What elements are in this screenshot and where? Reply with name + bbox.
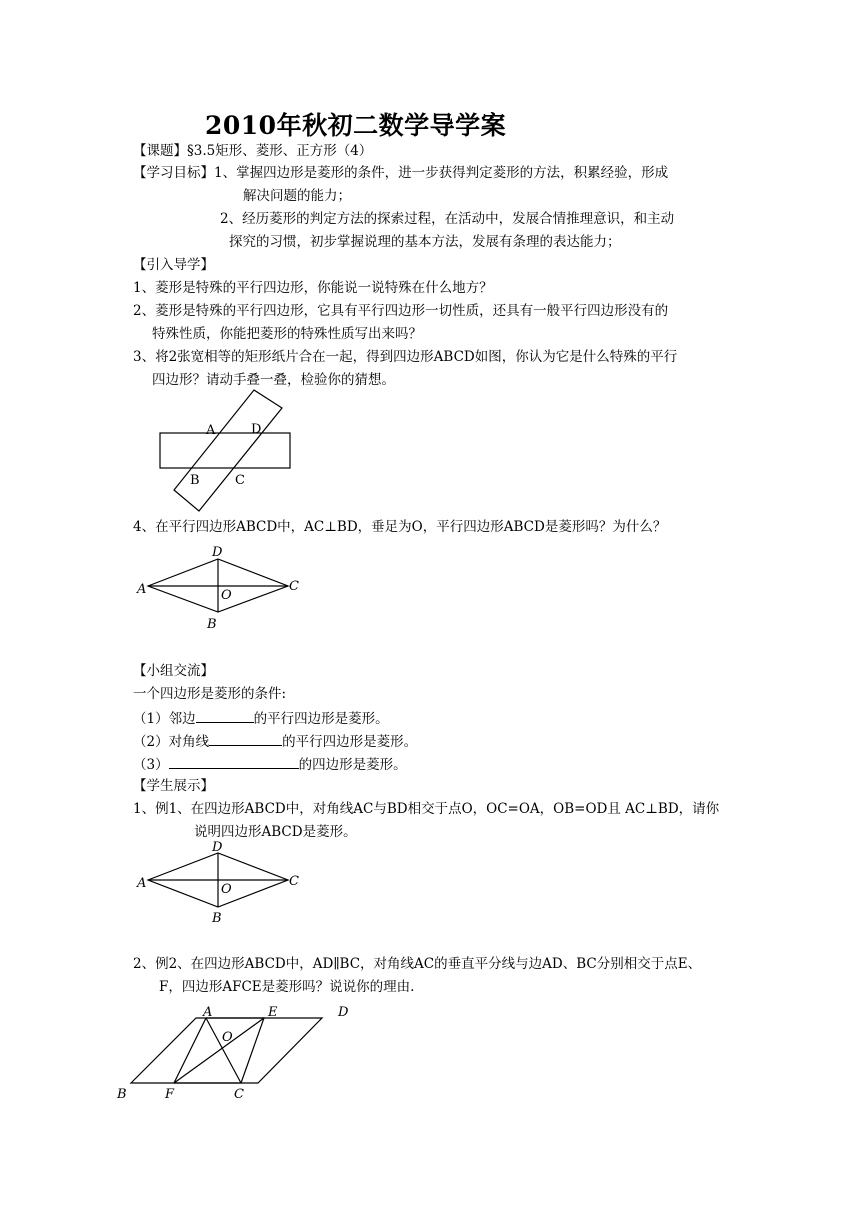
- fig4-label-d: D: [338, 1005, 349, 1020]
- goal-2a: 2、经历菱形的判定方法的探索过程，在活动中，发展合情推理意识，和主动: [220, 211, 675, 227]
- fig2-label-d: D: [212, 545, 223, 560]
- goal-1a: 1、掌握四边形是菱形的条件，进一步获得判定菱形的方法，积累经验，形成: [214, 165, 669, 181]
- fig4-label-f: F: [165, 1087, 175, 1102]
- example-1b: 说明四边形ABCD是菱形。: [194, 824, 357, 840]
- intro-heading: 【引入导学】: [133, 257, 214, 273]
- fig3-label-a: A: [137, 876, 147, 891]
- group-lead: 一个四边形是菱形的条件:: [133, 686, 287, 702]
- lesson-topic: 【课题】§3.5矩形、菱形、正方形（4）: [133, 143, 373, 159]
- condition-3-suffix: 的四边形是菱形。: [298, 757, 407, 773]
- fig3-label-b: B: [212, 911, 222, 926]
- example-1a: 1、例1、在四边形ABCD中，对角线AC与BD相交于点O，OC=OA，OB=OD且 AC⊥BD，请你: [133, 801, 720, 817]
- condition-1-suffix: 的平行四边形是菱形。: [253, 711, 389, 727]
- fig4-label-o: O: [222, 1030, 233, 1045]
- intro-question-4: 4、在平行四边形ABCD中，AC⊥BD，垂足为O，平行四边形ABCD是菱形吗？为什么？: [133, 519, 667, 535]
- intro-question-2b: 特殊性质，你能把菱形的特殊性质写出来吗？: [152, 326, 422, 342]
- goal-1b: 解决问题的能力；: [243, 188, 351, 204]
- parallelogram-abcd: [131, 1018, 322, 1083]
- goal-2b: 探究的习惯，初步掌握说理的基本方法，发展有条理的表达能力；: [229, 234, 621, 250]
- fig3-label-o: O: [221, 882, 232, 897]
- fig1-label-d: D: [251, 422, 262, 437]
- condition-2-prefix: （2）对角线: [133, 734, 210, 750]
- fig2-label-c: C: [289, 579, 299, 594]
- fig4-label-e: E: [268, 1005, 278, 1020]
- diagonal-ac-3: [206, 1018, 241, 1083]
- line-ef: [174, 1018, 264, 1083]
- group-heading: 【小组交流】: [133, 663, 214, 679]
- fig2-label-o: O: [221, 588, 232, 603]
- intro-question-1: 1、菱形是特殊的平行四边形，你能说一说特殊在什么地方？: [133, 280, 493, 296]
- condition-3-prefix: （3）: [133, 757, 169, 773]
- fig1-label-b: B: [190, 473, 200, 488]
- condition-1-prefix: （1）邻边: [133, 711, 196, 727]
- intro-question-3b: 四边形？请动手叠一叠，检验你的猜想。: [152, 372, 395, 388]
- intro-question-3a: 3、将2张宽相等的矩形纸片合在一起，得到四边形ABCD如图，你认为它是什么特殊的平行: [133, 349, 678, 365]
- example-2a: 2、例2、在四边形ABCD中，AD∥BC，对角线AC的垂直平分线与边AD、BC分别相交于点E、: [133, 956, 702, 972]
- fig4-label-b: B: [117, 1087, 127, 1102]
- example-2b: F，四边形AFCE是菱形吗？说说你的理由.: [159, 979, 415, 995]
- page-title: 2010年秋初二数学导学案: [205, 111, 507, 140]
- condition-2-suffix: 的平行四边形是菱形。: [282, 734, 418, 750]
- fig4-label-a: A: [203, 1005, 213, 1020]
- fig1-label-a: A: [206, 423, 216, 438]
- goals-label: 【学习目标】: [133, 165, 214, 181]
- show-heading: 【学生展示】: [133, 778, 214, 794]
- intro-question-2a: 2、菱形是特殊的平行四边形，它具有平行四边形一切性质，还具有一般平行四边形没有的: [133, 303, 669, 319]
- fig2-label-b: B: [207, 617, 217, 632]
- fig3-label-d: D: [212, 840, 223, 855]
- fig1-label-c: C: [235, 473, 245, 488]
- fig4-label-c: C: [234, 1087, 244, 1102]
- fig2-label-a: A: [137, 582, 147, 597]
- fig3-label-c: C: [289, 874, 299, 889]
